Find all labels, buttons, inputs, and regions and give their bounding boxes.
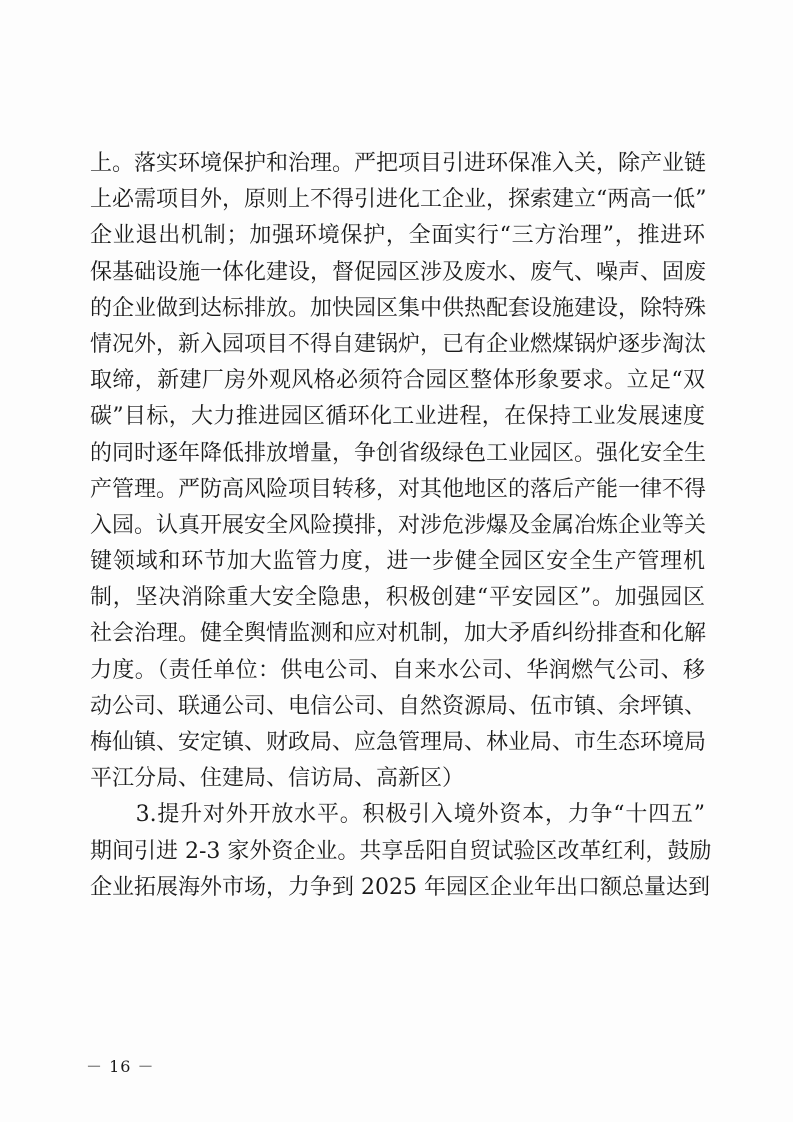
text-line: 产管理。严防高风险项目转移，对其他地区的落后产能一律不得	[90, 476, 707, 502]
text-line: 社会治理。健全舆情监测和应对机制，加大矛盾纠纷排查和化解	[90, 621, 707, 647]
text-line: 上必需项目外，原则上不得引进化工企业，探索建立“两高一低”	[90, 187, 707, 213]
text-line: 上。落实环境保护和治理。严把项目引进环保准入关，除产业链	[90, 151, 707, 176]
text-line: 动公司、联通公司、电信公司、自然资源局、伍市镇、余坪镇、	[90, 693, 707, 719]
text-line: 键领域和环节加大监管力度，进一步健全园区安全生产管理机	[90, 549, 705, 575]
text-line: 平江分局、住建局、信访局、高新区）	[90, 766, 465, 792]
text-line: 企业拓展海外市场，力争到 2025 年园区企业年出口额总量达到	[90, 874, 710, 900]
text-line: 保基础设施一体化建设，督促园区涉及废水、废气、噪声、固废	[90, 259, 707, 285]
text-line: 的同时逐年降低排放增量，争创省级绿色工业园区。强化安全生	[90, 440, 707, 466]
document-body	[90, 146, 712, 906]
text-line: 力度。（责任单位：供电公司、自来水公司、华润燃气公司、移	[90, 657, 705, 683]
text-line: 取缔，新建厂房外观风格必须符合园区整体形象要求。立足“双	[90, 368, 705, 394]
text-line: 的企业做到达标排放。加快园区集中供热配套设施建设，除特殊	[90, 295, 707, 321]
page-number: － 16 －	[86, 1057, 155, 1076]
text-line: 情况外，新入园项目不得自建锅炉，已有企业燃煤锅炉逐步淘汰	[90, 331, 707, 357]
text-line: 期间引进 2-3 家外资企业。共享岳阳自贸试验区改革红利，鼓励	[90, 838, 712, 864]
text-line: 企业退出机制；加强环境保护，全面实行“三方治理”，推进环	[90, 223, 705, 249]
text-line: 碳”目标，大力推进园区循环化工业进程，在保持工业发展速度	[90, 404, 705, 430]
text-line: 制，坚决消除重大安全隐患，积极创建“平安园区”。加强园区	[90, 585, 705, 611]
paragraph-heading-line: 3.提升对外开放水平。积极引入境外资本，力争“十四五”	[90, 802, 705, 828]
text-line: 梅仙镇、安定镇、财政局、应急管理局、林业局、市生态环境局	[90, 730, 707, 755]
text-line: 入园。认真开展安全风险摸排，对涉危涉爆及金属冶炼企业等关	[90, 512, 707, 538]
